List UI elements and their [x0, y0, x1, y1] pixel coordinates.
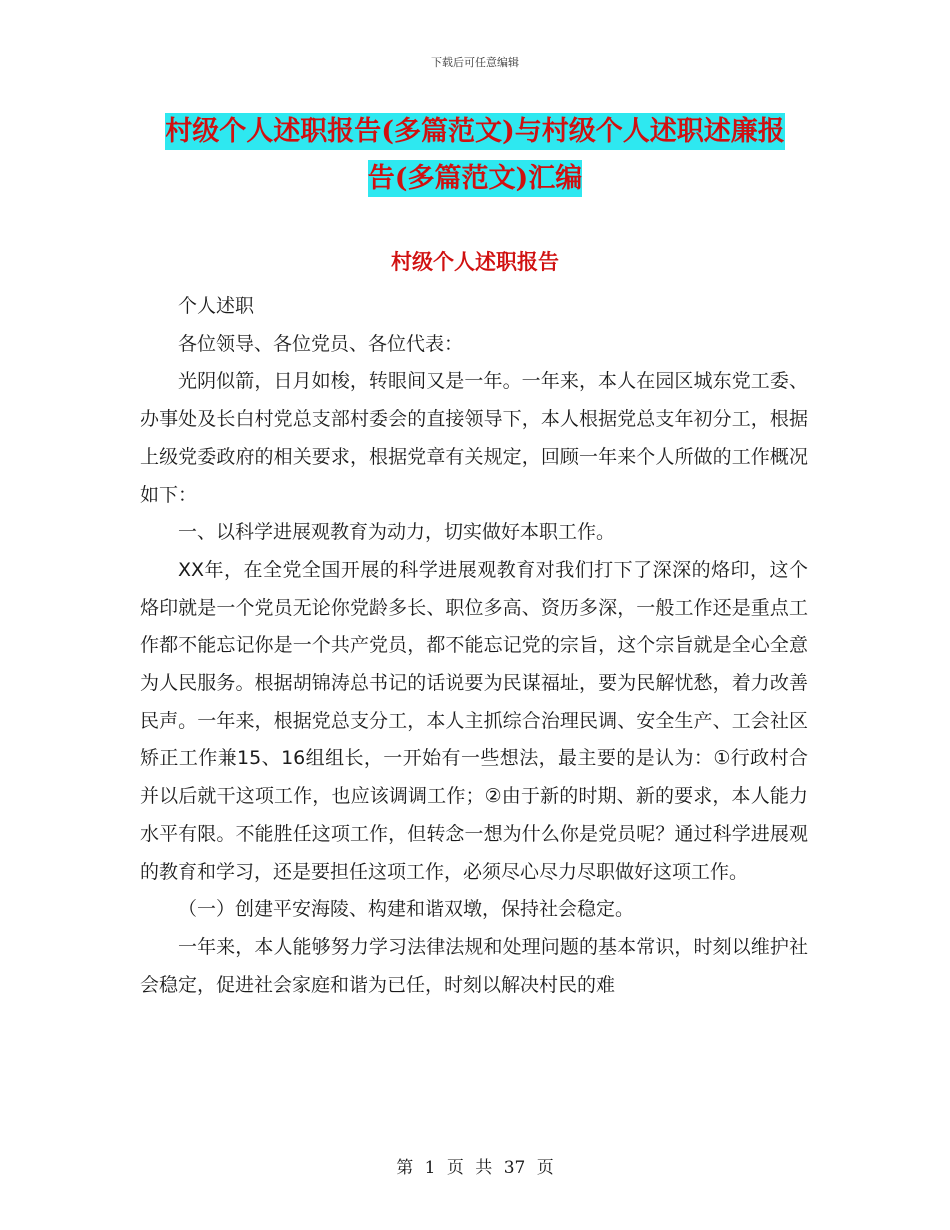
paragraph-continuation: 一年来，本人能够努力学习法律法规和处理问题的基本常识，时刻以维护社会稳定，促进社会家庭和谐为已任，时刻以解决村民的难 [140, 935, 808, 996]
paragraph-subheading-1: （一）创建平安海陵、构建和谐双墩，保持社会稳定。 [178, 898, 635, 921]
page-number-footer: 第 1 页 共 37 页 [396, 1158, 554, 1178]
paragraph-heading-1: 一、以科学进展观教育为动力，切实做好本职工作。 [178, 521, 616, 544]
paragraph-greeting: 各位领导、各位党员、各位代表： [178, 332, 464, 355]
section-title: 村级个人述职报告 [391, 249, 559, 274]
document-title-line-2: 告(多篇范文)汇编 [368, 160, 583, 197]
paragraph-salutation-heading: 个人述职 [178, 295, 255, 317]
paragraph-main: XX年，在全党全国开展的科学进展观教育对我们打下了深深的烙印，这个烙印就是一个党员无论你党龄多长、职位多高、资历多深，一般工作还是重点工作都不能忘记你是一个共产党员，都不能忘记党的宗旨，这个宗旨就是全心全意为人民服务。根据胡锦涛总书记的话说要为民谋福址，要为民解忧愁，着力改善民声。一年来，根据党总支分工，本人主抓综合治理民调、安全生产、工会社区矫正工作兼15、16组组长，一开始有一些想法，最主要的是认为：①行政村合并以后就干这项工作，也应该调调工作；②由于新的时期、新的要求，本人能力水平有限。不能胜任这项工作，但转念一想为什么你是党员呢？通过科学进展观的教育和学习，还是要担任这项工作，必须尽心尽力尽职做好这项工作。 [140, 558, 808, 883]
document-title-line-1: 村级个人述职报告(多篇范文)与村级个人述职述廉报 [165, 113, 785, 150]
page-header-note: 下载后可任意编辑 [431, 56, 519, 69]
body-text [140, 288, 808, 1004]
document-title [140, 108, 810, 202]
paragraph-intro: 光阴似箭，日月如梭，转眼间又是一年。一年来，本人在园区城东党工委、办事处及长白村党总支部村委会的直接领导下，本人根据党总支年初分工，根据上级党委政府的相关要求，根据党章有关规定，回顾一年来个人所做的工作概况如下： [140, 370, 808, 506]
